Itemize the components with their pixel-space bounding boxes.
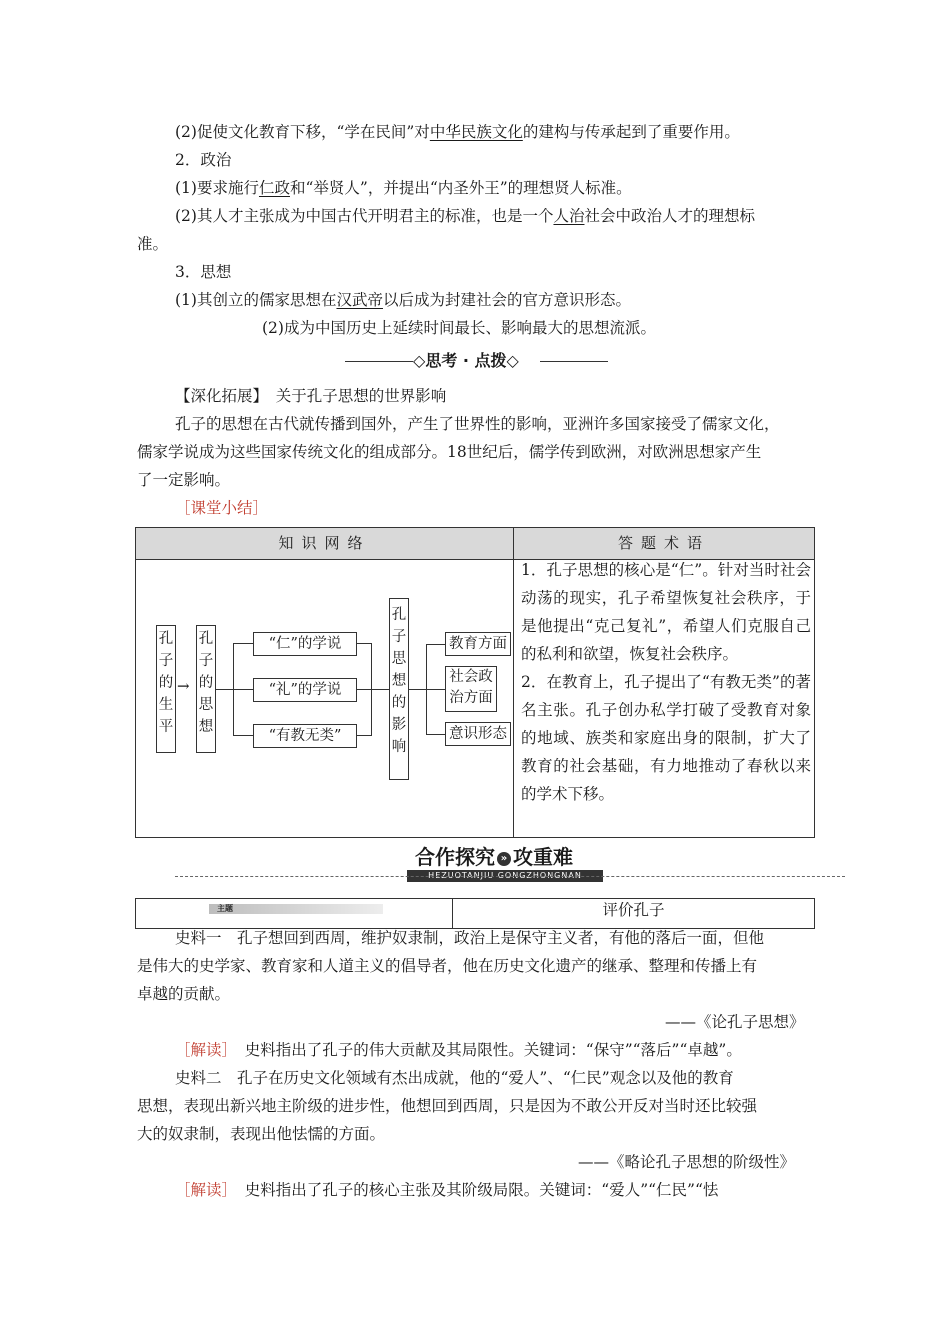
politics-heading: 2．政治 [175,151,232,169]
material-2-source: ——《略论孔子思想的阶级性》 [578,1153,796,1171]
connector [357,689,389,690]
box-ideology-aspect: 意识形态 [445,722,511,746]
connector [357,735,372,736]
material-1-line-1: 史料一 孔子想回到西周，维护奴隶制，政治上是保守主义者，有他的落后一面，但他 [175,929,765,947]
reading-2: ［解读］ 史料指出了孔子的核心主张及其阶级局限。关键词：“爱人”“仁民”“怯 [175,1181,719,1199]
connector [233,643,253,644]
connector [409,689,427,690]
box-li-doctrine: “礼”的学说 [253,678,357,702]
section-pinyin: HEZUOTANJIU GONGZHONGNAN [407,870,603,882]
think-title: ◇思考 · 点拨◇ [413,351,519,370]
chevron-right-icon: » [497,852,511,866]
material-2-line-2: 思想，表现出新兴地主阶级的进步性，他想回到西周，只是因为不敢公开反对当时还比较强 [137,1097,758,1115]
edu-item-2: (2)促使文化教育下移，“学在民间”对中华民族文化的建构与传承起到了重要作用。 [175,123,740,141]
politics-item-2: (2)其人才主张成为中国古代开明君主的标准，也是一个人治社会中政治人才的理想标 [175,207,755,225]
material-2-line-3: 大的奴隶制，表现出他怯懦的方面。 [137,1125,386,1143]
thought-item-1: (1)其创立的儒家思想在汉武帝以后成为封建社会的官方意识形态。 [175,291,631,309]
box-ren-doctrine: “仁”的学说 [253,632,357,656]
connector [357,643,372,644]
topic-title: 评价孔子 [602,901,665,919]
connector [371,643,372,736]
thought-heading: 3．思想 [175,263,232,281]
deep-para-line-2: 儒家学说成为这些国家传统文化的组成部分。18世纪后，儒学传到欧洲，对欧洲思想家产生 [137,443,762,461]
material-1-source: ——《论孔子思想》 [665,1013,805,1031]
connector [426,734,445,735]
header-answer-terms: 答题术语 [617,534,710,552]
material-1-line-3: 卓越的贡献。 [137,985,231,1003]
thought-item-2: (2)成为中国历史上延续时间最长、影响最大的思想流派。 [262,319,656,337]
reading-1: ［解读］ 史料指出了孔子的伟大贡献及其局限性。关键词：“保守”“落后”“卓越”。 [175,1041,742,1059]
box-education-for-all: “有教无类” [253,724,357,748]
deep-para-line-3: 了一定影响。 [137,471,231,489]
arrow-icon: → [177,677,190,695]
table-divider [513,528,514,837]
box-social-politics-aspect: 社会政治方面 [445,666,497,712]
connector [233,735,253,736]
material-1-line-2: 是伟大的史学家、教育家和人道主义的倡导者，他在历史文化遗产的继承、整理和传播上有 [137,957,758,975]
term-1: 1．孔子思想的核心是“仁”。针对当时社会动荡的现实，孔子希望恢复社会秩序，于是他提出“克己复礼”，希望人们克服自己的私利和欲望，恢复社会秩序。 [521,561,811,663]
box-confucius-thought: 孔 子 的 思 想 [196,625,216,753]
header-knowledge-network: 知识网络 [278,534,371,552]
connector [426,689,445,690]
section-divider [175,876,845,877]
politics-item-2-cont: 准。 [137,235,169,253]
connector [216,689,234,690]
box-influence: 孔 子 思 想 的 影 响 [389,598,409,780]
topic-tag: 主题 [209,904,383,914]
think-rule-left [345,361,413,362]
politics-item-1: (1)要求施行仁政和“举贤人”，并提出“内圣外王”的理想贤人标准。 [175,179,632,197]
answer-terms [521,556,811,808]
box-confucius-life: 孔 子 的 生 平 [156,625,176,753]
deep-expand-heading: 【深化拓展】 关于孔子思想的世界影响 [175,387,447,405]
think-rule-right [540,361,608,362]
connector [426,644,445,645]
section-banner: 合作探究 » 攻重难 [415,845,573,869]
material-2-line-1: 史料二 孔子在历史文化领域有杰出成就，他的“爱人”、“仁民”观念以及他的教育 [175,1069,734,1087]
term-2: 2．在教育上，孔子提出了“有教无类”的著名主张。孔子创办私学打破了受教育对象的地域、族类和家庭出身的限制，扩大了教育的社会基础，有力地推动了春秋以来的学术下移。 [521,673,811,803]
topic-table [135,898,815,929]
box-education-aspect: 教育方面 [445,632,511,656]
summary-label: ［课堂小结］ [175,499,269,517]
deep-para-line-1: 孔子的思想在古代就传播到国外，产生了世界性的影响，亚洲许多国家接受了儒家文化， [175,415,780,433]
connector [233,689,253,690]
